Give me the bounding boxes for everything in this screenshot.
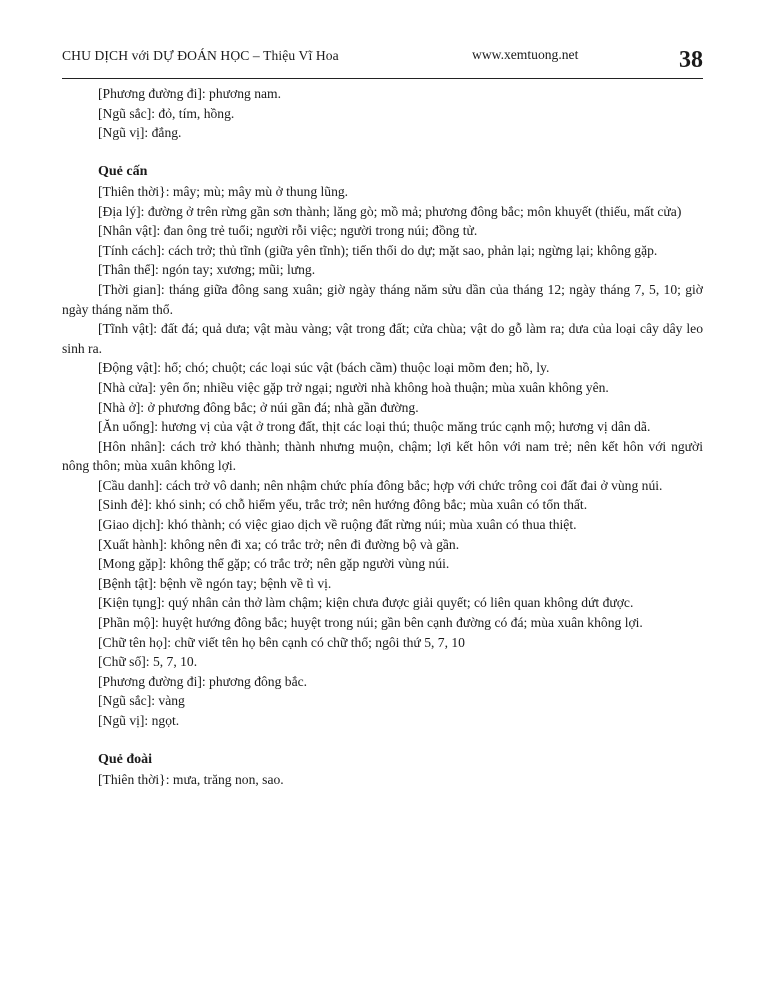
paragraph: [Ăn uống]: hương vị của vật ở trong đất, thịt các loại thú; thuộc măng trúc cạnh mộ; hương vị dân dã. [98,419,651,435]
paragraph: [Nhà ở]: ở phương đông bắc; ở núi gần đá; nhà gần đường. [98,399,419,415]
paragraph: [Ngũ sắc]: vàng [98,693,185,709]
paragraph: [Xuất hành]: không nên đi xa; có trắc trở; nên đi đường bộ và gần. [98,536,460,552]
paragraph: [Thiên thời}: mây; mù; mây mù ở thung lũng. [98,183,349,199]
page-content [62,84,703,789]
paragraph: [Phương đường đi]: phương đông bắc. [98,673,308,689]
page-number: 38 [679,47,703,73]
website-url[interactable]: www.xemtuong.net [472,47,579,62]
paragraph: [Địa lý]: đường ở trên rừng gần sơn thành; lăng gò; mồ mả; phương đông bắc; môn khuyết (thiếu, mất cửa) [98,203,682,219]
paragraph: [Cầu danh]: cách trở vô danh; nên nhậm chức phía đông bắc; hợp với chức trông coi đất đai ở vùng núi. [98,477,663,493]
paragraph: [Bệnh tật]: bệnh về ngón tay; bệnh về tì vị. [98,575,332,591]
paragraph: [Sinh đẻ]: khó sinh; có chỗ hiểm yếu, trắc trở; nên hướng đông bắc; mùa xuân có tổn thất. [98,497,588,513]
paragraph: [Kiện tụng]: quý nhân cản thở làm chậm; kiện chưa được giải quyết; có liên quan không dứt được. [98,595,634,611]
paragraph: [Thời gian]: tháng giữa đông sang xuân; giờ ngày tháng năm sửu dần của tháng 12; ngày tháng 7, 5, 10; giờ ngày tháng năm thổ. [62,281,703,317]
page-header [62,40,703,79]
section-heading-can: Quẻ cấn [98,164,148,180]
spacer [62,143,703,163]
paragraph: [Tĩnh vật]: đất đá; quả dưa; vật màu vàng; vật trong đất; cửa chùa; vật do gỗ làm ra; dưa của loại cây dây leo sinh ra. [62,321,703,356]
paragraph: [Thiên thời}: mưa, trăng non, sao. [98,771,284,787]
section-heading-doai: Quẻ đoài [98,752,153,768]
paragraph: [Hôn nhân]: cách trở khó thành; thành nhưng muộn, chậm; lợi kết hôn với nam trẻ; nên kết hôn với người nông thôn; mùa xuân không lợi. [62,438,703,474]
spacer [62,731,703,751]
paragraph: [Tính cách]: cách trở; thủ tĩnh (giữa yên tĩnh); tiến thối do dự; mặt sao, phản lại; ngừng lại; không gặp. [98,242,658,258]
paragraph: [Chữ số]: 5, 7, 10. [98,654,198,670]
paragraph: [Phần mộ]: huyệt hướng đông bắc; huyệt trong núi; gần bên cạnh đường có đá; mùa xuân không lợi. [98,615,643,631]
paragraph: [Ngũ vị]: ngọt. [98,713,180,728]
paragraph: [Ngũ sắc]: đỏ, tím, hồng. [98,105,235,121]
paragraph: [Thân thể]: ngón tay; xương; mũi; lưng. [98,262,316,278]
paragraph: [Giao dịch]: khó thành; có việc giao dịch về ruộng đất rừng núi; mùa xuân có thua thiệt. [98,517,577,533]
paragraph: [Nhân vật]: đan ông trẻ tuổi; người rỗi việc; người trong núi; đồng tử. [98,223,478,239]
paragraph: [Động vật]: hổ; chó; chuột; các loại súc vật (bách cầm) thuộc loại mõm đen; hồ, ly. [98,360,550,376]
paragraph: [Ngũ vị]: đắng. [98,125,182,141]
paragraph: [Mong gặp]: không thể gặp; có trắc trở; nên gặp người vùng núi. [98,556,450,572]
paragraph: [Chữ tên họ]: chữ viết tên họ bên cạnh có chữ thổ; ngôi thứ 5, 7, 10 [98,634,465,650]
paragraph: [Nhà cửa]: yên ổn; nhiều việc gặp trở ngại; người nhà không hoà thuận; mùa xuân không yên. [98,379,609,395]
paragraph: [Phương đường đi]: phương nam. [98,86,281,101]
book-title: CHU DỊCH với DỰ ĐOÁN HỌC – Thiệu Vĩ Hoa [62,48,339,63]
